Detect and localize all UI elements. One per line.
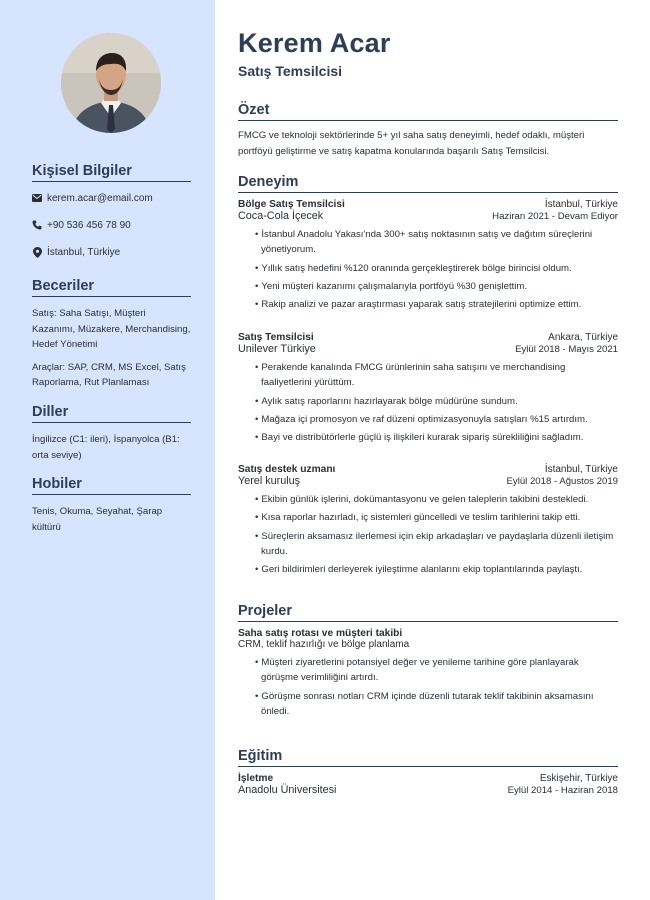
bullet-item: • Müşteri ziyaretlerini potansiyel değer ve yenileme tarihine göre planlayarak görüşme verimliliğini artırdı. bbox=[255, 655, 618, 686]
bullet-item: • Bayi ve distribütörlerle güçlü iş ilişkileri kurarak sipariş sürekliliğini sağladım. bbox=[255, 430, 618, 445]
job-location: İstanbul, Türkiye bbox=[544, 199, 618, 210]
languages-text: İngilizce (C1: ileri), İspanyolca (B1: orta seviye) bbox=[32, 434, 180, 461]
job-dates: Haziran 2021 - Devam Ediyor bbox=[492, 211, 618, 222]
experience-entry bbox=[238, 199, 618, 315]
project-bullets bbox=[238, 655, 618, 719]
education-dates: Eylül 2014 - Haziran 2018 bbox=[507, 785, 618, 796]
bullet-item: • Mağaza içi promosyon ve raf düzeni optimizasyonuyla satışları %15 artırdım. bbox=[255, 412, 618, 427]
education-entry bbox=[238, 773, 618, 796]
languages-section bbox=[32, 404, 191, 470]
school-location: Eskişehir, Türkiye bbox=[539, 773, 618, 784]
experience-section bbox=[238, 174, 618, 200]
bullet-item: • Süreçlerin aksamasız ilerlemesi için ekip arkadaşları ve paydaşlarla düzenli iletişim kurdu. bbox=[255, 529, 618, 560]
projects-title: Projeler bbox=[238, 603, 618, 622]
education-section bbox=[238, 748, 618, 774]
bullet-item: • Kısa raporlar hazırladı, iç sistemleri güncelledi ve teslim tarihlerini takip etti. bbox=[255, 510, 618, 525]
envelope-icon bbox=[32, 193, 42, 203]
bullet-item: • Yıllık satış hedefini %120 oranında gerçekleştirerek bölge birincisi oldum. bbox=[255, 261, 618, 276]
experience-title: Deneyim bbox=[238, 174, 618, 193]
candidate-name: Kerem Acar bbox=[238, 28, 391, 58]
project-subtitle: CRM, teklif hazırlığı ve bölge planlama bbox=[238, 639, 410, 650]
job-bullets bbox=[238, 360, 618, 445]
project-name: Saha satış rotası ve müşteri takibi bbox=[238, 628, 403, 639]
hobbies-text: Tenis, Okuma, Seyahat, Şarap kültürü bbox=[32, 506, 163, 533]
personal-info-section bbox=[32, 163, 191, 272]
school-name: Anadolu Üniversitesi bbox=[238, 784, 337, 796]
summary-text: FMCG ve teknoloji sektörlerinde 5+ yıl saha satış deneyimli, hedef odaklı, müşteri portföyü geliştirme ve satış kapatma konularında başarılı Satış Temsilcisi. bbox=[238, 130, 585, 157]
skills-section bbox=[32, 278, 191, 398]
degree: İşletme bbox=[238, 773, 274, 784]
hobbies-title: Hobiler bbox=[32, 476, 191, 495]
location-row bbox=[32, 245, 191, 259]
summary-title: Özet bbox=[238, 102, 618, 121]
phone-row bbox=[32, 218, 191, 232]
job-title: Bölge Satış Temsilcisi bbox=[238, 199, 345, 210]
personal-info-title: Kişisel Bilgiler bbox=[32, 163, 191, 182]
job-title: Satış Temsilcisi bbox=[238, 332, 314, 343]
company-name: Coca-Cola İçecek bbox=[238, 210, 324, 222]
hobbies-section bbox=[32, 476, 191, 542]
job-location: Ankara, Türkiye bbox=[548, 332, 618, 343]
projects-section bbox=[238, 603, 618, 629]
job-bullets bbox=[238, 227, 618, 312]
bullet-item: • Geri bildirimleri derleyerek iyileştirme alanlarını ekip toplantılarında paylaştı. bbox=[255, 562, 618, 577]
job-location: İstanbul, Türkiye bbox=[544, 464, 618, 475]
experience-entry bbox=[238, 464, 618, 580]
skills-tools: Araçlar: SAP, CRM, MS Excel, Satış Raporlama, Rut Planlaması bbox=[32, 361, 186, 388]
bullet-item: • İstanbul Anadolu Yakası'nda 300+ satış noktasının satış ve dağıtım süreçlerini yönetiyorum. bbox=[255, 227, 618, 258]
bullet-item: • Ekibin günlük işlerini, dokümantasyonu ve gelen taleplerin takibini destekledi. bbox=[255, 492, 618, 507]
bullet-item: • Aylık satış raporlarını hazırlayarak bölge müdürüne sundum. bbox=[255, 394, 618, 409]
company-name: Unilever Türkiye bbox=[238, 343, 316, 355]
location-text: İstanbul, Türkiye bbox=[47, 246, 121, 258]
job-dates: Eylül 2018 - Ağustos 2019 bbox=[506, 476, 618, 487]
email-row bbox=[32, 191, 191, 205]
phone-icon bbox=[32, 220, 42, 230]
bullet-item: • Rakip analizi ve pazar araştırması yaparak satış stratejilerini optimize ettim. bbox=[255, 297, 618, 312]
bullet-item: • Perakende kanalında FMCG ürünlerinin saha satışını ve merchandising faaliyetlerini yürüttüm. bbox=[255, 360, 618, 391]
project-entry bbox=[238, 628, 618, 722]
job-dates: Eylül 2018 - Mayıs 2021 bbox=[515, 344, 618, 355]
skills-title: Beceriler bbox=[32, 278, 191, 297]
skills-sales: Satış: Saha Satışı, Müşteri Kazanımı, Müzakere, Merchandising, Hedef Yönetimi bbox=[32, 308, 191, 350]
sidebar bbox=[0, 0, 215, 900]
education-title: Eğitim bbox=[238, 748, 618, 767]
email-text[interactable]: kerem.acar@email.com bbox=[47, 192, 153, 204]
map-pin-icon bbox=[32, 247, 42, 257]
summary-section bbox=[238, 102, 618, 159]
bullet-item: • Yeni müşteri kazanımı çalışmalarıyla portföyü %30 genişlettim. bbox=[255, 279, 618, 294]
company-name: Yerel kuruluş bbox=[238, 475, 301, 487]
job-title: Satış destek uzmanı bbox=[238, 464, 336, 475]
bullet-item: • Görüşme sonrası notları CRM içinde düzenli tutarak teklif takibinin aksamasını önledi. bbox=[255, 689, 618, 720]
profile-photo bbox=[61, 33, 161, 133]
job-bullets bbox=[238, 492, 618, 577]
phone-text[interactable]: +90 536 456 78 90 bbox=[47, 219, 131, 231]
candidate-role: Satış Temsilcisi bbox=[238, 63, 343, 79]
experience-entry bbox=[238, 332, 618, 448]
languages-title: Diller bbox=[32, 404, 191, 423]
